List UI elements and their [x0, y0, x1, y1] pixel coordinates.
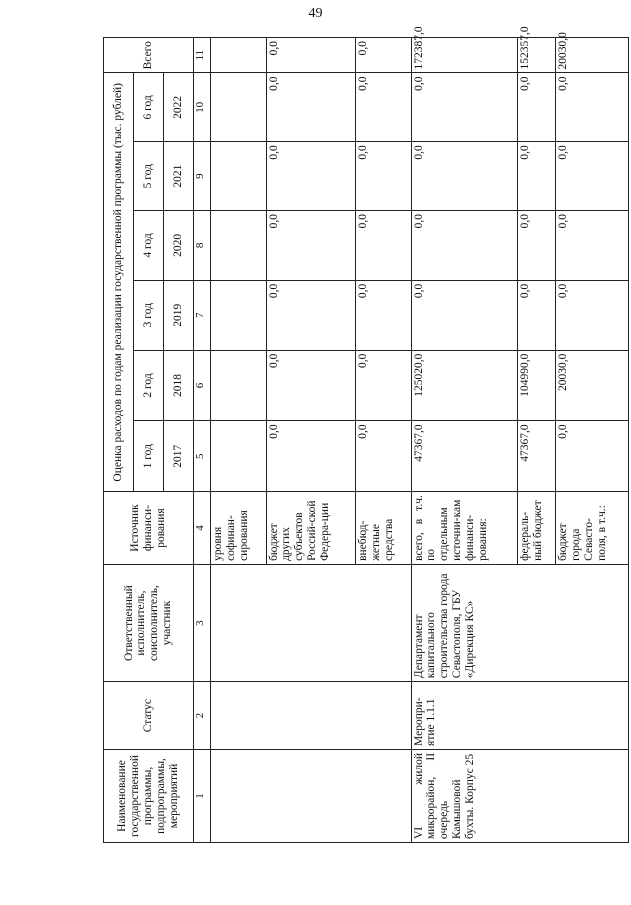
value-cell: 0,0	[518, 73, 556, 142]
year-label: 6 год	[133, 73, 163, 142]
source-cell: бюджет города Севасто-поля, в т.ч.:	[556, 492, 629, 565]
year-label: 4 год	[133, 211, 163, 281]
value-cell: 0,0	[556, 73, 629, 142]
value-cell: 152357,0	[518, 38, 556, 73]
table-row	[211, 38, 266, 843]
value-cell: 0,0	[266, 38, 356, 73]
header-name: Наименование государственной программы, подпрограммы, мероприятий	[104, 749, 194, 842]
column-index: 9	[193, 142, 211, 211]
value-cell	[211, 73, 266, 142]
value-cell: 0,0	[518, 142, 556, 211]
year-label: 2 год	[133, 350, 163, 421]
column-index: 4	[193, 492, 211, 565]
source-cell: всего, в т.ч. по отдельным источни-кам финанси-рования:	[411, 492, 518, 565]
source-cell: уровня софинан-сирования	[211, 492, 266, 565]
measure-responsible: Департамент капитального строительства города Севастополя, ГБУ «Дирекция КС»	[411, 564, 628, 681]
source-cell: внебюд-жетные средства	[356, 492, 411, 565]
value-cell: 125020,0	[411, 350, 518, 421]
value-cell: 0,0	[411, 142, 518, 211]
value-cell	[211, 38, 266, 73]
value-cell: 0,0	[356, 73, 411, 142]
year-value: 2019	[163, 280, 193, 350]
column-index: 8	[193, 211, 211, 281]
value-cell: 0,0	[518, 280, 556, 350]
value-cell: 0,0	[356, 211, 411, 281]
value-cell: 20030,0	[556, 350, 629, 421]
header-total: Всего	[104, 38, 194, 73]
value-cell: 0,0	[556, 142, 629, 211]
value-cell	[211, 142, 266, 211]
value-cell: 0,0	[556, 280, 629, 350]
value-cell: 172387,0	[411, 38, 518, 73]
value-cell: 0,0	[266, 211, 356, 281]
value-cell: 0,0	[356, 421, 411, 492]
value-cell	[211, 211, 266, 281]
budget-table	[103, 26, 629, 843]
value-cell	[211, 350, 266, 421]
measure-name: VI жилой микрорайон, II очередь Камышовой бухты. Корпус 25	[411, 749, 628, 842]
empty-cell	[211, 749, 411, 842]
empty-cell	[211, 682, 411, 750]
value-cell: 0,0	[411, 280, 518, 350]
value-cell: 0,0	[411, 211, 518, 281]
year-value: 2021	[163, 142, 193, 211]
column-index: 7	[193, 280, 211, 350]
value-cell: 0,0	[266, 142, 356, 211]
value-cell: 0,0	[556, 211, 629, 281]
header-estimate: Оценка расходов по годам реализации государственной программы (тыс. рублей)	[104, 73, 134, 492]
value-cell	[211, 421, 266, 492]
year-label: 3 год	[133, 280, 163, 350]
rotated-table-wrapper	[103, 26, 629, 843]
value-cell: 0,0	[556, 421, 629, 492]
source-cell: федераль-ный бюджет	[518, 492, 556, 565]
column-index: 1	[193, 749, 211, 842]
table-row	[411, 38, 518, 843]
column-index: 6	[193, 350, 211, 421]
column-index: 10	[193, 73, 211, 142]
year-label: 5 год	[133, 142, 163, 211]
value-cell: 0,0	[266, 421, 356, 492]
year-value: 2018	[163, 350, 193, 421]
value-cell: 0,0	[356, 280, 411, 350]
value-cell: 0,0	[266, 73, 356, 142]
column-index-row	[193, 38, 211, 843]
column-index: 3	[193, 564, 211, 681]
value-cell	[211, 280, 266, 350]
value-cell: 47367,0	[518, 421, 556, 492]
page-number: 49	[308, 6, 323, 21]
column-index: 11	[193, 38, 211, 73]
value-cell: 0,0	[266, 350, 356, 421]
source-cell: бюджет других субъектов Россий-ской Федера-ции	[266, 492, 356, 565]
year-value: 2022	[163, 73, 193, 142]
header-responsible: Ответственный исполнитель, соисполнитель, участник	[104, 564, 194, 681]
column-index: 5	[193, 421, 211, 492]
value-cell: 0,0	[266, 280, 356, 350]
value-cell: 20030,0	[556, 38, 629, 73]
value-cell: 0,0	[356, 38, 411, 73]
year-label: 1 год	[133, 421, 163, 492]
year-value: 2017	[163, 421, 193, 492]
header-source: Источник финанси-рования	[104, 492, 194, 565]
value-cell: 0,0	[356, 350, 411, 421]
column-index: 2	[193, 682, 211, 750]
value-cell: 104990,0	[518, 350, 556, 421]
header-status: Статус	[104, 682, 194, 750]
value-cell: 0,0	[411, 73, 518, 142]
empty-cell	[211, 564, 411, 681]
value-cell: 0,0	[356, 142, 411, 211]
value-cell: 0,0	[518, 211, 556, 281]
year-value: 2020	[163, 211, 193, 281]
measure-status: Меропри-ятие 1.1.1	[411, 682, 628, 750]
value-cell: 47367,0	[411, 421, 518, 492]
